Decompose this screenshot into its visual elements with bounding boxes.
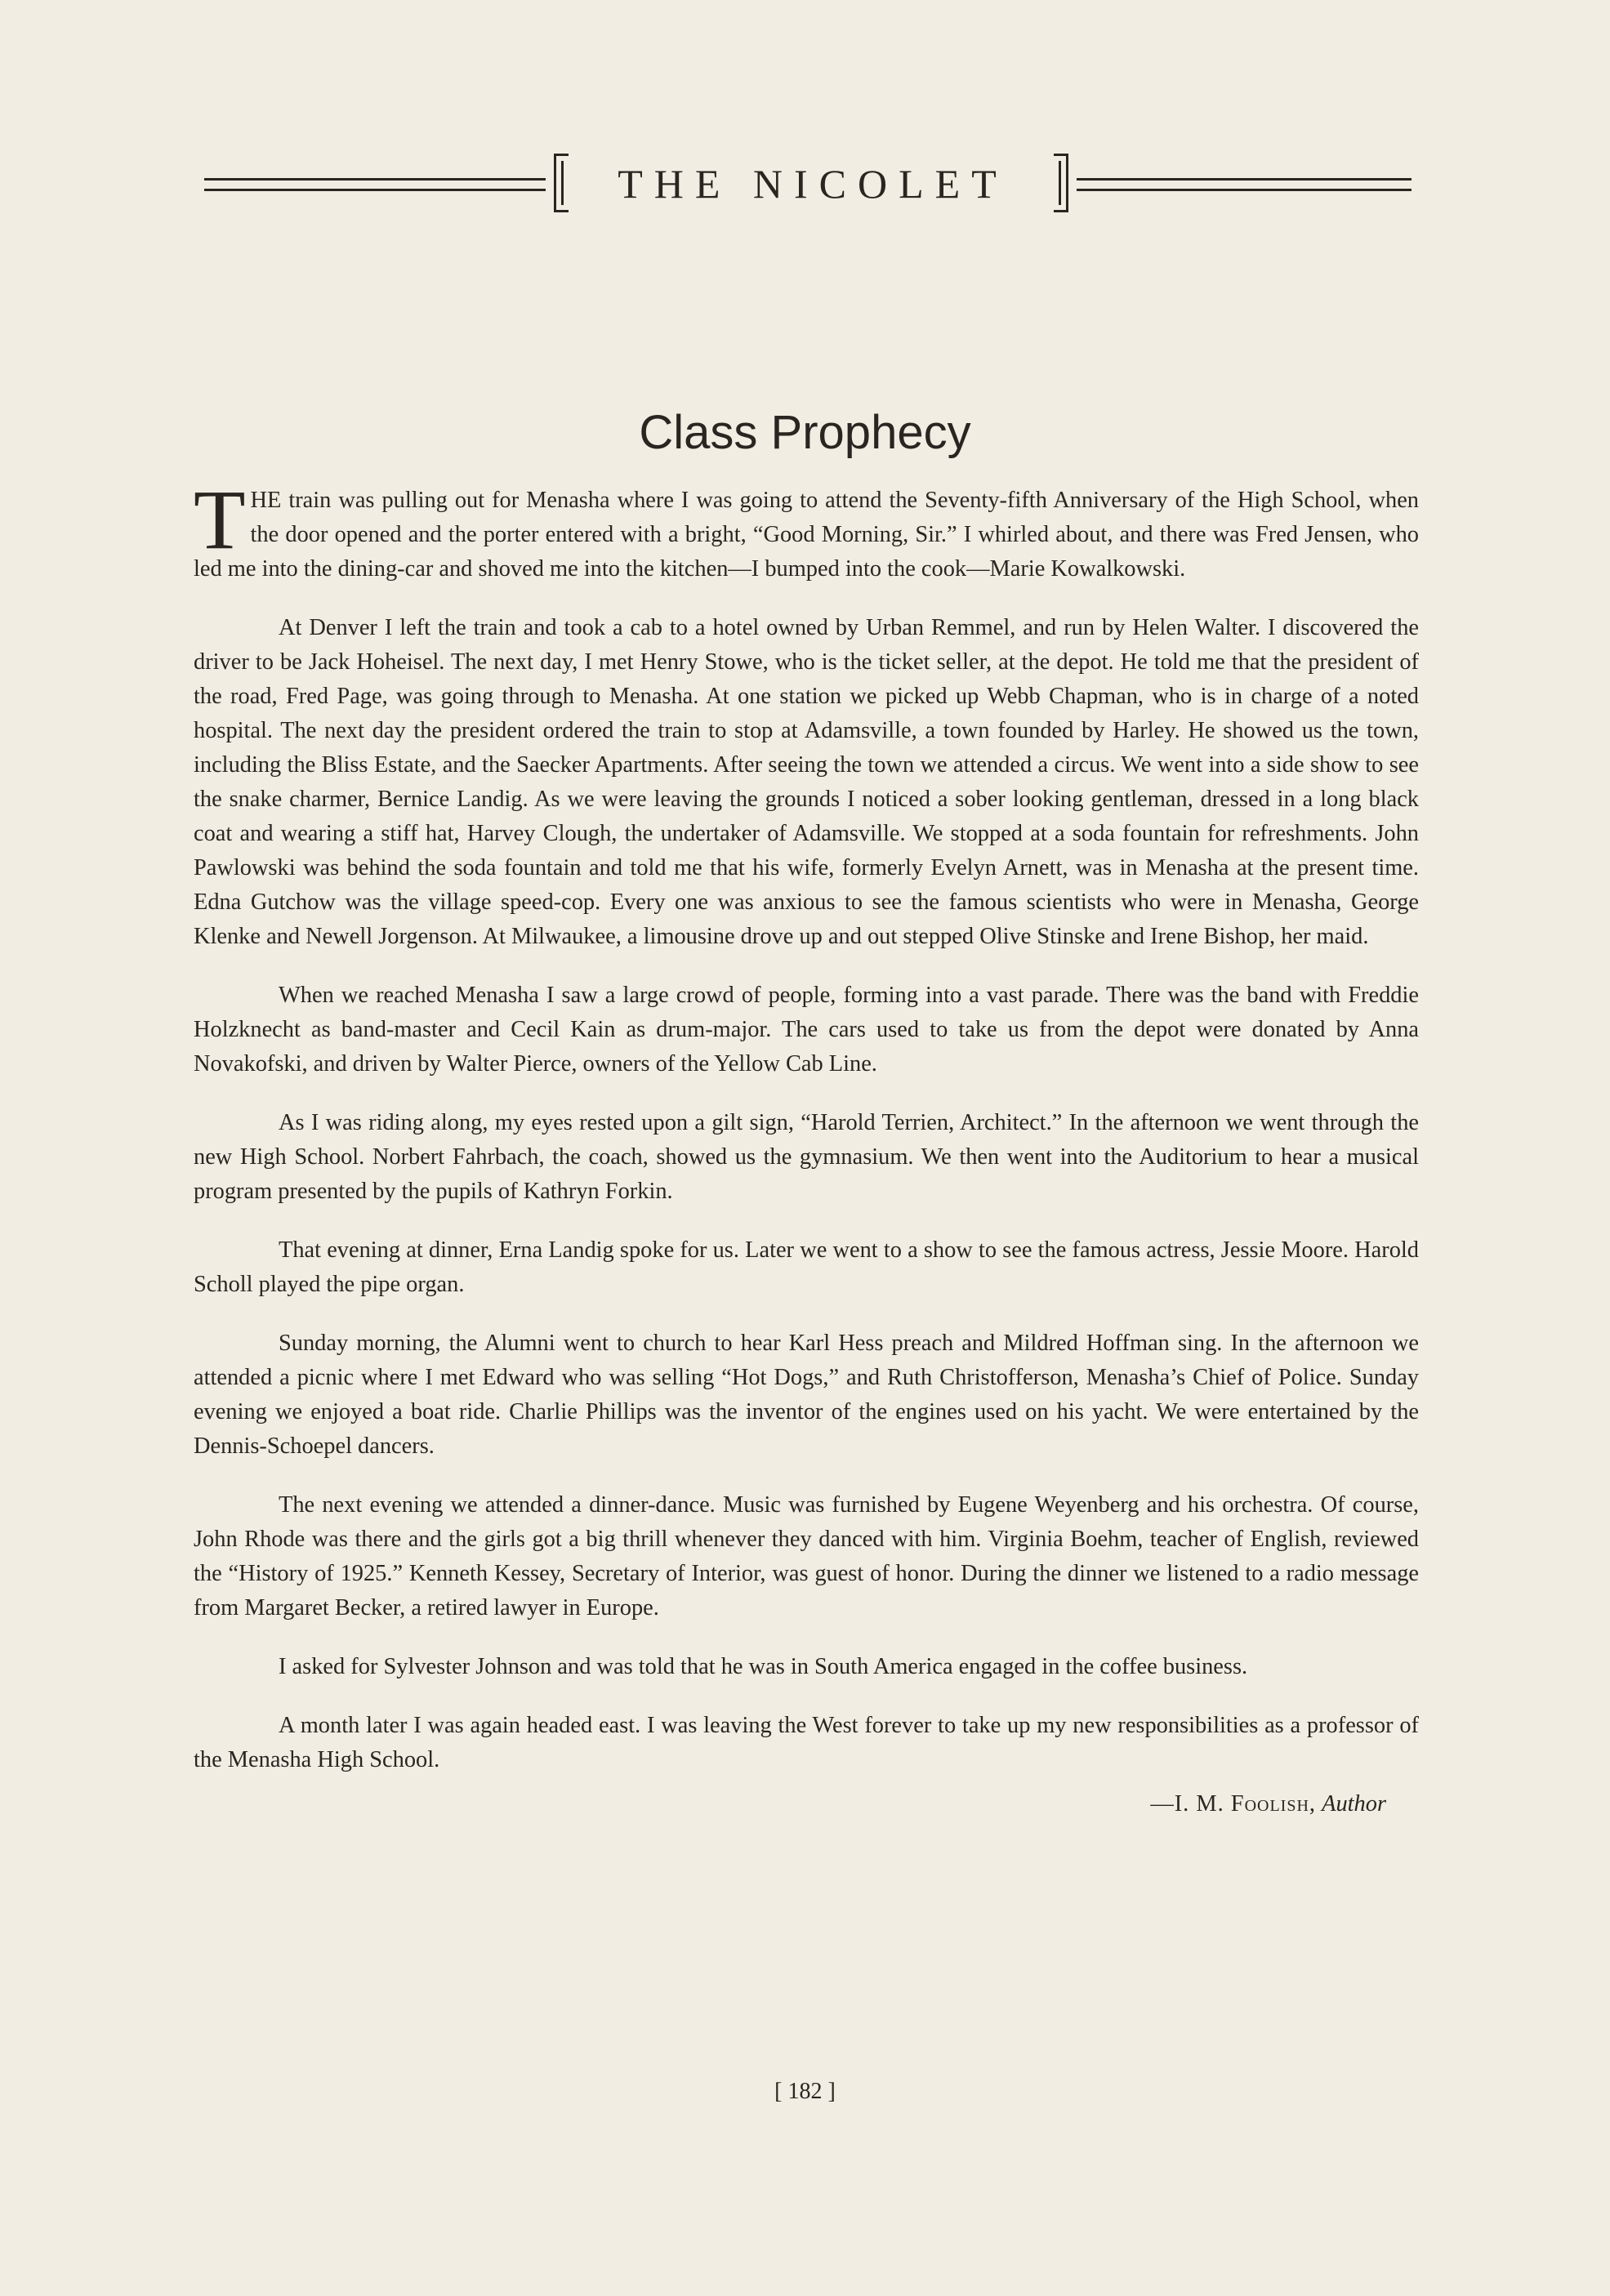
- header-rule-right: [1077, 178, 1412, 191]
- author-signature: [194, 1787, 1419, 1821]
- header-title: THE NICOLET: [618, 161, 1008, 207]
- article-body: [194, 473, 1419, 1821]
- page-number: [ 182 ]: [774, 2079, 836, 2104]
- header-rule-left: [204, 178, 546, 191]
- paragraph-9: A month later I was again headed east. I was leaving the West forever to take up my new responsibilities as a professor of the Menasha High School.: [194, 1713, 1419, 1772]
- paragraph-1: [194, 473, 1419, 586]
- paragraph-text: HE train was pulling out for Menasha where I was going to attend the Seventy-fifth Anniversary of the High School, when the door opened and the porter entered with a bright, “Good Morning, Sir.” I whirled about, and there was Fred Jensen, who led me into the dining-car and shoved me into the kitchen—I bumped into the cook—Marie Kowalkowski.: [194, 488, 1419, 582]
- paragraph-8: I asked for Sylvester Johnson and was told that he was in South America engaged in the coffee business.: [279, 1654, 1248, 1679]
- paragraph-7: The next evening we attended a dinner-dance. Music was furnished by Eugene Weyenberg and his orchestra. Of course, John Rhode was there and the girls got a big thrill whenever they danced with him. Virginia Boehm, teacher of English, reviewed the “History of 1925.” Kenneth Kessey, Secretary of Interior, was guest of honor. During the dinner we listened to a radio message from Margaret Becker, a retired lawyer in Europe.: [194, 1492, 1419, 1621]
- running-header: [204, 147, 1413, 221]
- header-bracket-right: [1054, 154, 1068, 212]
- paragraph-2: At Denver I left the train and took a cab to a hotel owned by Urban Remmel, and run by Helen Walter. I discovered the driver to be Jack Hoheisel. The next day, I met Henry Stowe, who is the ticket seller, at the depot. He told me that the president of the road, Fred Page, was going through to Menasha. At one station we picked up Webb Chapman, who is in charge of a noted hospital. The next day the president ordered the train to stop at Adamsville, a town founded by Harley. He showed us the town, including the Bliss Estate, and the Saecker Apartments. After seeing the town we attended a circus. We went into a side show to see the snake charmer, Bernice Landig. As we were leaving the grounds I noticed a sober looking gentleman, dressed in a long black coat and wearing a stiff hat, Harvey Clough, the undertaker of Adamsville. We stopped at a soda fountain for refreshments. John Pawlowski was behind the soda fountain and told me that his wife, formerly Evelyn Arnett, was in Menasha at the present time. Edna Gutchow was the village speed-cop. Every one was anxious to see the famous scientists who were in Menasha, George Klenke and Newell Jorgenson. At Milwaukee, a limousine drove up and out stepped Olive Stinske and Irene Bishop, her maid.: [194, 615, 1419, 949]
- signature-role: Author: [1322, 1791, 1386, 1817]
- page-title: Class Prophecy: [639, 406, 971, 459]
- paragraph-4: As I was riding along, my eyes rested upon a gilt sign, “Harold Terrien, Architect.” In the afternoon we went through the new High School. Norbert Fahrbach, the coach, showed us the gymnasium. We then went into the Auditorium to hear a musical program presented by the pupils of Kathryn Forkin.: [194, 1110, 1419, 1204]
- signature-name: —I. M. Foolish,: [1150, 1791, 1317, 1817]
- paragraph-5: That evening at dinner, Erna Landig spoke for us. Later we went to a show to see the famous actress, Jessie Moore. Harold Scholl played the pipe organ.: [194, 1237, 1419, 1297]
- paragraph-6: Sunday morning, the Alumni went to church to hear Karl Hess preach and Mildred Hoffman sing. In the afternoon we attended a picnic where I met Edward who was selling “Hot Dogs,” and Ruth Christofferson, Menasha’s Chief of Police. Sunday evening we enjoyed a boat ride. Charlie Phillips was the inventor of the engines used on his yacht. We were entertained by the Dennis-Schoepel dancers.: [194, 1331, 1419, 1459]
- paragraph-3: When we reached Menasha I saw a large crowd of people, forming into a vast parade. There was the band with Freddie Holzknecht as band-master and Cecil Kain as drum-major. The cars used to take us from the depot were donated by Anna Novakofski, and driven by Walter Pierce, owners of the Yellow Cab Line.: [194, 983, 1419, 1077]
- drop-cap: T: [194, 473, 246, 567]
- header-bracket-left: [554, 154, 569, 212]
